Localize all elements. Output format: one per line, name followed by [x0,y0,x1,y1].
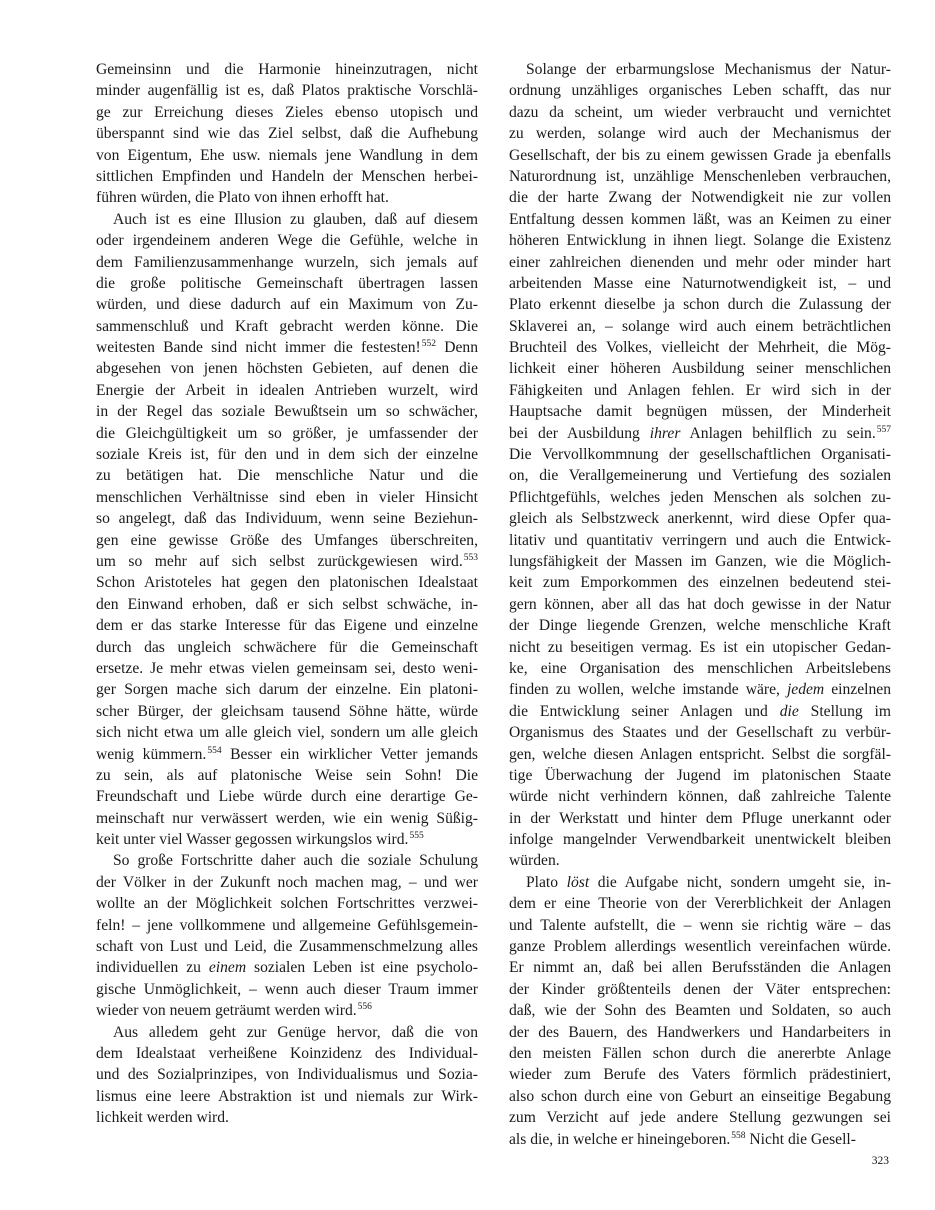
text-line: nicht zu beseitigen vermag. Es ist ein utopischer Gedan- [509,638,891,656]
paragraph [96,850,478,1021]
text-line: dazu da scheint, um wieder verbraucht und vernichtet [509,103,891,121]
paragraph [509,59,891,872]
paragraph [96,59,478,209]
text-line: lungsfähigkeit der Massen im Ganzen, wie die Möglich- [509,552,891,570]
text-line: zu werden, solange wird auch der Mechanismus der [509,125,891,143]
text-line: führen würden, die Plato von ihnen erhofft hat. [96,189,389,207]
text-line: litativ und quantitativ verringern und auch die Entwick- [509,531,891,549]
text-line: schaft von Lust und Leid, die Zusammenschmelzung alles [96,938,478,956]
text-line: Er nimmt an, daß bei allen Berufsständen die Anlagen [509,959,891,977]
text-line: und Talente aufstellt, die – wenn sie richtig wäre – das [509,916,891,934]
left-column [96,59,478,1129]
text-line: der des Bauern, des Handwerkers und Handarbeiters in [509,1023,891,1041]
paragraph [96,1022,478,1129]
text-line: daß, wie der Sohn des Beamten und Soldaten, so auch [509,1002,891,1020]
text-line: die große politische Gemeinschaft übertragen lassen [96,274,478,292]
text-line: ordnung unzähliges organisches Leben schafft, das nur [509,82,891,100]
text-line: bei der Ausbildung ihrer Anlagen behilflich zu sein.$^{557}$ [509,424,891,442]
text-line: tige Überwachung der Jugend im platonischen Staate [509,766,891,784]
emphasis: löst [566,873,590,891]
text-line: sich nicht etwa um alle gleich viel, sondern um alle gleich [96,724,478,742]
footnote-marker: 556 [357,1002,372,1013]
footnote-marker: 553 [463,552,478,563]
emphasis: jedem [786,681,825,699]
text-line: in der Werkstatt und hinter dem Pfluge unerkannt oder [509,809,891,827]
text-line: ge zur Erreichung dieses Zieles ebenso utopisch und [96,103,478,121]
text-line: arbeitenden Masse eine Naturnotwendigkeit ist, – und [509,274,891,292]
text-line: dem er eine Theorie von der Vererblichkeit der Anlagen [509,895,891,913]
text-line: Entfaltung dessen kommen läßt, was an Keimen zu einer [509,210,891,228]
text-line: einer zahlreichen dienenden und mehr oder minder hart [509,253,891,271]
text-line: Fähigkeiten und Anlagen fehlen. Er wird sich in der [509,381,891,399]
text-line: weitesten Bande sind nicht immer die festesten!$^{552}$ Denn [96,339,478,357]
text-line: als die, in welche er hineingeboren.$^{558}$ Nicht die Gesell- [509,1130,856,1148]
text-line: Plato erkennt dieselbe ja schon durch die Zulassung der [509,296,891,314]
text-line: dem Idealstaat verheißene Koinzidenz des Individual- [96,1044,478,1062]
text-line: gern können, aber all das hat doch gewisse in der Natur [509,595,891,613]
text-line: ger Sorgen mache sich darum der einzelne. Ein platoni- [96,681,478,699]
text-line: wieder von neuem geträumt werden wird.$^{556}$ [96,1002,372,1020]
text-line: minder augenfällig ist es, daß Platos praktische Vorschlä- [96,82,478,100]
footnote-marker: 557 [876,424,891,435]
text-line: ganze Problem allerdings wesentlich vereinfachen würde. [509,938,891,956]
text-line: ersetze. Je mehr etwas vielen gemeinsam sei, desto weni- [96,659,478,677]
text-line: würden. [509,852,560,870]
text-line: so angelegt, daß das Individuum, wenn seine Beziehun- [96,510,478,528]
text-line: Sklaverei an, – solange wird auch einem beträchtlichen [509,317,891,335]
text-line: der Dinge liegende Grenzen, welche menschliche Kraft [509,617,891,635]
footnote-marker: 555 [409,831,424,842]
text-line: Energie der Arbeit in idealen Antrieben wurzelt, wird [96,381,478,399]
text-line: höheren Entwicklung in ihnen liegt. Solange die Existenz [509,232,891,250]
text-line: zum Verzicht auf jede andere Stellung gezwungen sei [509,1109,891,1127]
text-line: So große Fortschritte daher auch die soziale Schulung [113,852,478,870]
text-line: die der harte Zwang der Notwendigkeit nie zur vollen [509,189,891,207]
text-line: meinschaft nur verwässert werden, wie ein wenig Süßig- [96,809,478,827]
text-line: lismus eine leere Abstraktion ist und niemals zur Wirk- [96,1087,478,1105]
footnote-marker: 558 [731,1130,746,1141]
text-line: finden zu wollen, welche imstande wäre, jedem einzelnen [509,681,891,699]
text-line: in der Regel das soziale Bewußtsein um so schwächer, [96,403,478,421]
text-line: dem Familienzusammenhange wurzeln, sich jemals auf [96,253,478,271]
text-line: Freundschaft und Liebe würde durch eine derartige Ge- [96,788,478,806]
text-line: durch das ungleich schwächere für die Gemeinschaft [96,638,478,656]
text-line: on, die Verallgemeinerung und Vertiefung des sozialen [509,467,891,485]
text-line: infolge mangelnder Verwendbarkeit unentwickelt bleiben [509,831,891,849]
text-line: feln! – jene vollkommene und allgemeine Gefühlsgemein- [96,916,478,934]
text-line: zu betätigen hat. Die menschliche Natur und die [96,467,478,485]
text-line: die Entwicklung seiner Anlagen und die Stellung im [509,702,891,720]
text-line: keit unter viel Wasser gegossen wirkungslos wird.$^{555}$ [96,831,424,849]
text-line: gen eine gewisse Größe des Umfanges überschreiten, [96,531,478,549]
text-line: gische Unmöglichkeit, – wenn auch dieser Traum immer [96,980,478,998]
text-line: lichkeit einer höheren Ausbildung seiner menschlichen [509,360,891,378]
text-line: oder irgendeinem anderen Wege die Gefühle, welche in [96,232,478,250]
text-line: gleich als Selbstzweck anerkennt, wird diese Opfer qua- [509,510,891,528]
text-line: Schon Aristoteles hat gegen den platonischen Idealstaat [96,574,478,592]
text-line: Die Vervollkommnung der gesellschaftlichen Organisati- [509,446,891,464]
footnote-marker: 554 [207,745,222,756]
text-line: gen, welche diesen Anlagen entspricht. Selbst die sorgfäl- [509,745,891,763]
text-line: wenig kümmern.$^{554}$ Besser ein wirklicher Vetter jemands [96,745,478,763]
paragraph [96,209,478,851]
text-line: den Einwand erhoben, daß er sich selbst schwäche, in- [96,595,478,613]
text-line: also schon durch eine von Geburt an einseitige Begabung [509,1087,891,1105]
text-line: Plato löst die Aufgabe nicht, sondern umgeht sie, in- [526,873,891,891]
text-line: scher Bürger, der gleichsam tausend Söhne hätte, würde [96,702,478,720]
emphasis: ihrer [649,424,681,442]
text-line: zu sein, als auf platonische Weise sein Sohn! Die [96,766,478,784]
emphasis: die [779,702,799,720]
text-line: von Eigentum, Ehe usw. niemals jene Wandlung in dem [96,146,478,164]
text-line: lichkeit werden wird. [96,1109,229,1127]
text-line: Auch ist es eine Illusion zu glauben, daß auf diesem [113,210,478,228]
text-line: soziale Kreis ist, für den und in dem sich der einzelne [96,446,478,464]
text-line: Organismus des Staates und der Gesellschaft zu verbür- [509,724,891,742]
text-line: menschlichen Verhältnisse sind eben in vieler Hinsicht [96,488,478,506]
text-line: Hauptsache damit begnügen müssen, der Minderheit [509,403,891,421]
text-line: überspannt sind wie das Ziel selbst, daß die Aufhebung [96,125,478,143]
text-line: keit zum Emporkommen des einzelnen bedeutend stei- [509,574,891,592]
text-line: würden, und diese dadurch auf ein Maximum von Zu- [96,296,478,314]
paragraph [509,872,891,1150]
text-line: dem er das starke Interesse für das Eigene und einzelne [96,617,478,635]
text-line: sittlichen Empfinden und Handeln der Menschen herbei- [96,167,478,185]
right-column [509,59,891,1150]
text-line: sammenschluß und Kraft gebracht werden könne. Die [96,317,478,335]
text-line: die Gleichgültigkeit um so größer, je umfassender der [96,424,478,442]
text-line: Gemeinsinn und die Harmonie hineinzutragen, nicht [96,61,478,78]
emphasis: einem [208,959,247,977]
text-line: um so mehr auf sich selbst zurückgewiesen wird.$^{553}$ [96,552,478,570]
text-line: Gesellschaft, der bis zu einem gewissen Grade ja ebenfalls [509,146,891,164]
text-line: Bruchteil des Volkes, vielleicht der Mehrheit, die Mög- [509,339,891,357]
page-number: 323 [871,1155,889,1167]
text-line: Aus alledem geht zur Genüge hervor, daß die von [113,1023,478,1041]
text-line: wollte an der Möglichkeit solchen Fortschrittes verzwei- [96,895,478,913]
text-line: der Kinder größtenteils denen der Väter entsprechen: [509,980,891,998]
text-line: wieder zum Berufe des Vaters förmlich prädestiniert, [509,1066,891,1084]
text-line: individuellen zu einem sozialen Leben ist eine psycholo- [96,959,478,977]
text-line: Naturordnung ist, unzählige Menschenleben verbrauchen, [509,167,891,185]
text-line: der Völker in der Zukunft noch machen mag, – und wer [96,873,478,891]
text-line: ke, eine Organisation des menschlichen Arbeitslebens [509,659,891,677]
text-line: abgesehen von jenen höchsten Gebieten, auf denen die [96,360,478,378]
text-line: und des Sozialprinzipes, von Individualismus und Sozia- [96,1066,478,1084]
footnote-marker: 552 [421,339,436,350]
text-line: den meisten Fällen schon durch die anererbte Anlage [509,1044,891,1062]
text-line: Solange der erbarmungslose Mechanismus der Natur- [526,61,891,78]
text-line: würde nicht verhindern können, daß zahlreiche Talente [509,788,891,806]
text-line: Pflichtgefühls, welches jeden Menschen als solchen zu- [509,488,891,506]
